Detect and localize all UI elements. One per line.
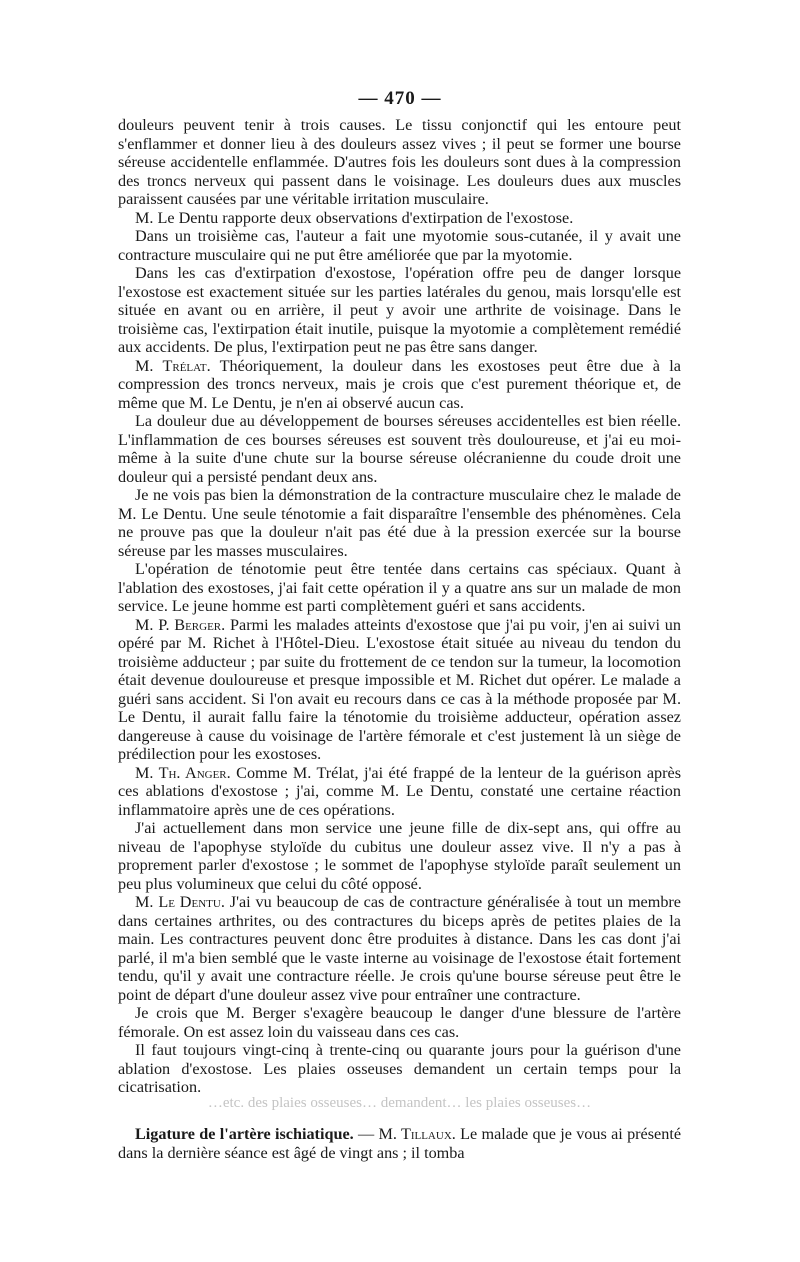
paragraph-myotomie: Dans un troisième cas, l'auteur a fait une myotomie sous-cutanée, il y avait une contracture musculaire qui ne put être améliorée que par la myotomie.	[118, 227, 681, 264]
paragraph-dentu-reply	[118, 893, 681, 1004]
paragraph-jeune-fille: J'ai actuellement dans mon service une jeune fille de dix-sept ans, qui offre au niveau de l'apophyse styloïde du cubitus une douleur assez vive. Il n'y a pas à proprement parler d'exostose ; le sommet de l'apophyse styloïde paraît seulement un peu plus volumineux que celui du côté opposé.	[118, 819, 681, 893]
speaker-berger: M. P. Berger.	[135, 615, 226, 634]
ligature-paragraph	[118, 1125, 681, 1162]
speaker-dentu: M. Le Dentu.	[135, 893, 225, 911]
paragraph-bourses: La douleur due au développement de bourses séreuses accidentelles est bien réelle. L'inflammation de ces bourses séreuses est souvent très douloureuse, et j'ai eu moi-même à la suite d'une chute sur la bourse séreuse olécranienne du coude droit une douleur qui a persisté pendant deux ans.	[118, 412, 681, 486]
paragraph-tenotomie: L'opération de ténotomie peut être tentée dans certains cas spéciaux. Quant à l'ablation des exostoses, j'ai fait cette opération il y a quatre ans sur un malade de mon service. Le jeune homme est parti complètement guéri et sans accidents.	[118, 560, 681, 615]
speech-tillaux: Le malade que je vous ai présenté dans la dernière séance est âgé de vingt ans ; il tomba	[118, 1125, 682, 1162]
speech-anger: Comme M. Trélat, j'ai été frappé de la lenteur de la guérison après ces ablations d'exostose ; j'ai, comme M. Le Dentu, constaté une certaine réaction inflammatoire après une de ces opérations.	[118, 763, 682, 819]
paragraph-berger-danger: Je crois que M. Berger s'exagère beaucoup le danger d'une blessure de l'artère fémorale. On est assez loin du vaisseau dans ces cas.	[118, 1004, 681, 1041]
paragraph-anger	[118, 764, 681, 820]
bleed-through-text: …etc. des plaies osseuses… demandent… les plaies osseuses…	[207, 1095, 592, 1111]
paragraph-continued: douleurs peuvent tenir à trois causes. Le tissu conjonctif qui les entoure peut s'enflammer et donner lieu à des douleurs assez vives ; il peut se former une bourse séreuse accidentelle enflammée. D'autres fois les douleurs sont dues à la compression des troncs nerveux qui passent dans le voisinage. Les douleurs dues aux muscles paraissent causées par une véritable irritation musculaire.	[118, 116, 681, 208]
speaker-anger: M. Th. Anger.	[135, 763, 231, 782]
speech-trelat: Théoriquement, la douleur dans les exostoses peut être due à la compression des troncs nerveux, mais je crois que c'est purement théorique et, de même que M. Le Dentu, je n'en ai observé aucun cas.	[118, 356, 681, 412]
speech-dentu: J'ai vu beaucoup de cas de contracture généralisée à tout un membre dans certaines arthrites, ou des contractures du biceps après de petites plaies de la main. Les contractures peuvent donc être produites à distance. Dans les cas dont j'ai parlé, il m'a bien semblé que le vaste interne au voisinage de l'exostose était fortement tendu, qu'il y avait une contracture réelle. Je crois qu'une bourse séreuse peut être le point de départ d'une douleur assez vive pour entraîner une contracture.	[118, 893, 681, 1004]
speaker-trelat: M. Trélat.	[135, 356, 211, 375]
paragraph-vingt-jours: Il faut toujours vingt-cinq à trente-cinq ou quarante jours pour la guérison d'une ablation d'exostose. Les plaies osseuses demandent un certain temps pour la cicatrisation.	[118, 1041, 681, 1096]
section-heading: Ligature de l'artère ischiatique.	[135, 1125, 354, 1143]
paragraph-berger	[118, 616, 681, 764]
paragraph-dentu-observations: M. Le Dentu rapporte deux observations d'extirpation de l'exostose.	[135, 208, 574, 227]
page-number: — 470 —	[358, 88, 442, 109]
paragraph-trelat	[118, 357, 681, 413]
ligature-section	[118, 1125, 681, 1162]
speaker-tillaux: — M. Tillaux.	[358, 1125, 456, 1143]
main-text	[118, 116, 681, 1097]
paragraph-contracture: Je ne vois pas bien la démonstration de la contracture musculaire chez le malade de M. Le Dentu. Une seule ténotomie a fait disparaître l'ensemble des phénomènes. Cela ne prouve pas que la douleur n'ait pas été due à la pression exercée sur la bourse séreuse par les masses musculaires.	[118, 486, 681, 560]
paragraph-extirpation: Dans les cas d'extirpation d'exostose, l'opération offre peu de danger lorsque l'exostose est exactement située sur les parties latérales du genou, mais lorsqu'elle est située en avant ou en arrière, il peut y avoir une arthrite de voisinage. Dans le troisième cas, l'extirpation était inutile, puisque la myotomie a complètement remédié aux accidents. De plus, l'extirpation peut ne pas être sans danger.	[118, 264, 681, 356]
speech-berger: Parmi les malades atteints d'exostose que j'ai pu voir, j'en ai suivi un opéré par M. Richet à l'Hôtel-Dieu. L'exostose était située au niveau du tendon du troisième adducteur ; par suite du frottement de ce tendon sur la tumeur, la locomotion était devenue douloureuse et presque impossible et M. Richet dut opérer. Le malade a guéri sans accident. Si l'on avait eu recours dans ce cas à la méthode proposée par M. Le Dentu, il aurait fallu faire la ténotomie du troisième adducteur, opération assez dangereuse à cause du voisinage de l'artère fémorale et c'est justement là un siège de prédilection pour les exostoses.	[118, 615, 681, 763]
